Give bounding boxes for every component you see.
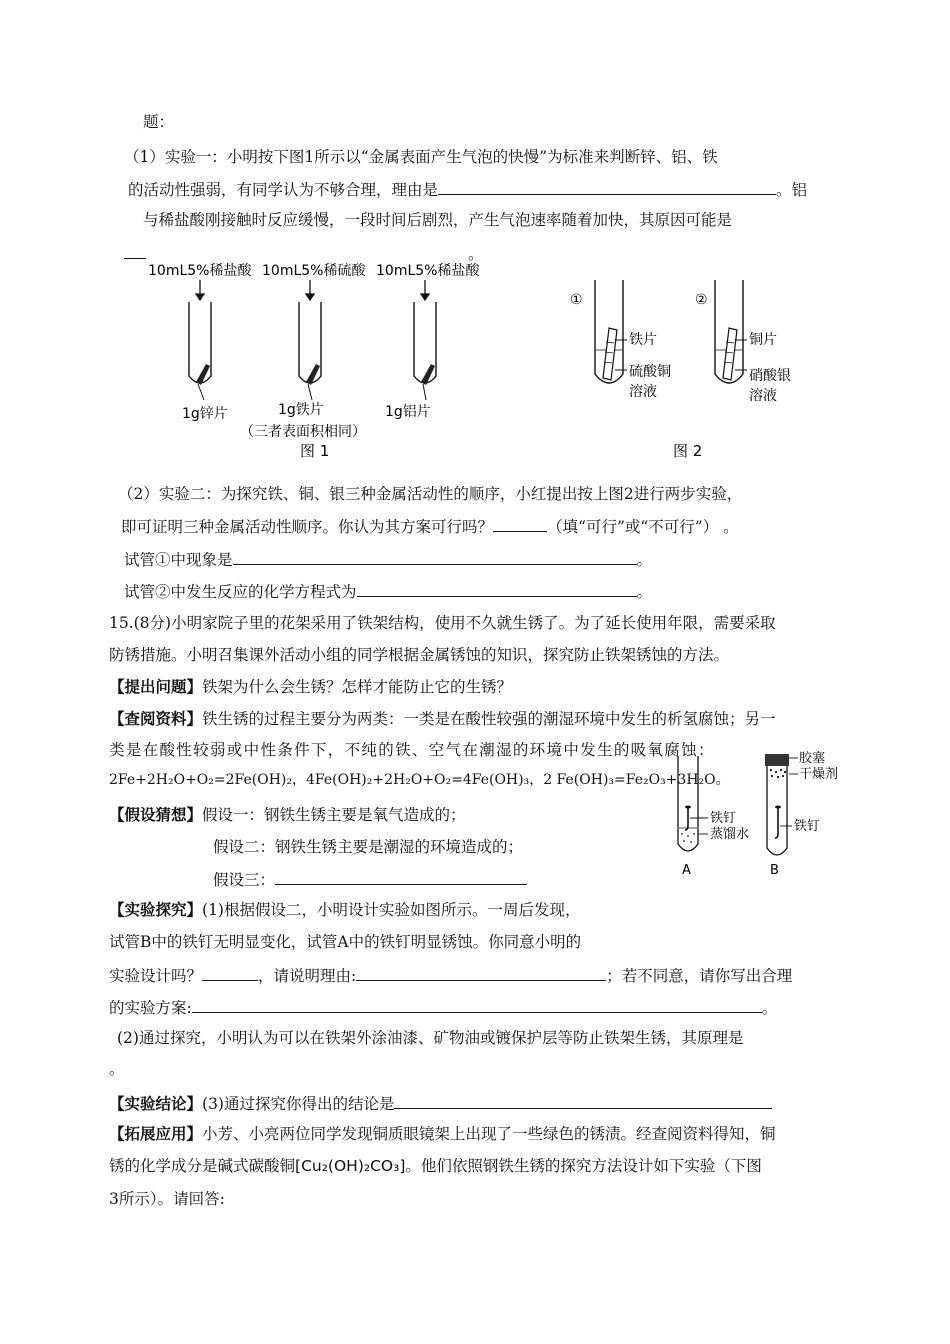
equation-line: 2Fe+2H₂O+O₂=2Fe(OH)₂，4Fe(OH)₂+2H₂O+O₂=4Fe(OH)₃，2 Fe(OH)₃=Fe₂O₃+3H₂O。	[109, 772, 730, 788]
section-tag: 【查阅资料】	[109, 709, 203, 728]
text: ；若不同意，请你写出合理	[606, 967, 793, 985]
text: 假设一：钢铁生锈主要是氧气造成的；	[202, 806, 466, 824]
text: 即可证明三种金属活动性顺序。你认为其方案可行吗？	[121, 518, 494, 536]
text: （填“可行”或“不可行”） 。	[547, 518, 739, 536]
tube2-metal-label: 铜片	[749, 332, 777, 348]
experiment-line: 试管B中的铁钉无明显变化，试管A中的铁钉明显锈蚀。你同意小明的	[109, 933, 582, 951]
tube-label-a: A	[682, 863, 691, 878]
nail-label-a: 铁钉	[710, 811, 737, 826]
tube1-solution-label: 溶液	[629, 384, 657, 400]
question-1-line	[128, 178, 807, 200]
figure-tubes-ab	[668, 748, 850, 880]
section-line	[109, 677, 512, 697]
experiment-line	[109, 996, 777, 1018]
metal-label-2: 1g铁片	[278, 402, 324, 418]
text: 。	[468, 245, 484, 263]
question-1-line: 与稀盐酸刚接触时反应缓慢，一段时间后剧烈，产生气泡速率随着加快，其原因可能是	[143, 211, 733, 229]
section-tag: 【提出问题】	[109, 677, 203, 696]
tube2-solution-label: 溶液	[749, 388, 777, 404]
answer-blank[interactable]	[202, 964, 258, 981]
section-line	[109, 900, 580, 920]
acid-label-1: 10mL5%稀盐酸	[148, 263, 252, 279]
text: 实验设计吗？	[109, 967, 203, 985]
question-2-line	[121, 515, 739, 537]
figure-note: （三者表面积相同）	[240, 424, 366, 440]
question-2-line	[124, 580, 652, 602]
figure-caption: 图 1	[300, 442, 330, 460]
answer-blank[interactable]	[192, 996, 762, 1013]
text: 的实验方案:	[109, 999, 192, 1017]
formula: [Cu₂(OH)₂CO₃]	[295, 1157, 406, 1175]
hypothesis-line	[213, 868, 527, 890]
nail-label-b: 铁钉	[794, 819, 821, 834]
answer-blank[interactable]	[493, 515, 547, 532]
section-line: 类 是 在 酸 性 较 弱 或 中 性 条 件 下 ， 不 纯 的 铁 、 空 气 在 潮 湿 的 环 境 中 发 生 的 吸 氧 腐 蚀 ：	[109, 741, 712, 759]
experiment-line: 。	[109, 1060, 125, 1078]
text: 试管②中发生反应的化学方程式为	[124, 583, 357, 601]
question-2-line	[124, 548, 652, 570]
stopper-label: 胶塞	[799, 751, 826, 766]
answer-blank[interactable]	[438, 178, 776, 195]
experiment-line: (2)通过探究，小明认为可以在铁架外涂油漆、矿物油或镀保护层等防止铁架生锈，其原理是	[117, 1029, 744, 1047]
section-line	[109, 709, 776, 729]
answer-blank[interactable]	[394, 1092, 772, 1109]
figure-caption: 图 2	[673, 442, 703, 460]
answer-blank[interactable]	[357, 580, 637, 597]
section-line	[109, 1124, 776, 1144]
section-line: 3所示）。请回答:	[109, 1190, 225, 1208]
hypothesis-line: 假设二：钢铁生锈主要是潮湿的环境造成的；	[213, 838, 524, 856]
metal-label-3: 1g铝片	[385, 404, 431, 420]
figure-1	[140, 258, 480, 463]
acid-label-3: 10mL5%稀盐酸	[376, 263, 480, 279]
text: 锈的化学成分是碱式碳酸铜	[109, 1157, 296, 1175]
text: 。	[761, 999, 778, 1017]
text: 的活动性强弱，有同学认为不够合理，理由是	[128, 181, 439, 199]
answer-blank[interactable]	[356, 964, 606, 981]
water-label: 蒸馏水	[710, 827, 750, 842]
text: (1)根据假设二，小明设计实验如图所示。一周后发现，	[202, 901, 581, 919]
experiment-line	[109, 964, 792, 986]
text-line: 题：	[143, 113, 175, 131]
section-line	[109, 1156, 762, 1176]
answer-blank[interactable]	[233, 548, 637, 565]
section-tag: 【拓展应用】	[109, 1124, 203, 1143]
text: 试管①中现象是	[124, 551, 233, 569]
text: 。他们依照钢铁生锈的探究方法设计如下实验（下图	[405, 1157, 762, 1175]
answer-blank[interactable]	[275, 868, 527, 885]
section-tag: 【实验探究】	[109, 900, 203, 919]
tube1-solution-label: 硫酸铜	[629, 364, 671, 380]
section-tag: 【实验结论】	[109, 1094, 203, 1113]
text: ，请说明理由:	[258, 967, 357, 985]
tube2-solution-label: 硝酸银	[749, 368, 791, 384]
figure-2	[565, 262, 805, 462]
text: 。	[636, 551, 653, 569]
text: 。铝	[776, 181, 808, 199]
text: 小芳、小亮两位同学发现铜质眼镜架上出现了一些绿色的锈渍。经查阅资料得知，铜	[202, 1125, 776, 1143]
text: 铁生锈的过程主要分为两类：一类是在酸性较强的潮湿环境中发生的析氢腐蚀；另一	[202, 710, 776, 728]
section-tag: 【假设猜想】	[109, 805, 203, 824]
text: 铁架为什么会生锈？怎样才能防止它的生锈？	[202, 678, 513, 696]
acid-label-2: 10mL5%稀硫酸	[262, 263, 366, 279]
text: 。	[636, 583, 653, 601]
tube1-metal-label: 铁片	[629, 332, 657, 348]
text: 假设三：	[213, 871, 276, 889]
section-line	[109, 805, 466, 825]
question-2-line: （2）实验二：为探究铁、铜、银三种金属活动性的顺序，小红提出按上图2进行两步实验，	[118, 485, 743, 503]
text: (3)通过探究你得出的结论是	[202, 1095, 395, 1113]
question-15-line: 15.(8分)小明家院子里的花架采用了铁架结构，使用不久就生锈了。为了延长使用年限，需要采取	[109, 614, 776, 632]
section-line	[109, 1092, 772, 1114]
desiccant-label: 干燥剂	[799, 767, 839, 782]
question-1-line: （1）实验一：小明按下图1所示以“金属表面产生气泡的快慢”为标准来判断锌、铝、铁	[124, 148, 718, 166]
tube-label-b: B	[770, 863, 779, 878]
tube-number-2: ②	[695, 292, 708, 308]
question-15-line: 防锈措施。小明召集课外活动小组的同学根据金属锈蚀的知识，探究防止铁架锈蚀的方法。	[109, 646, 730, 664]
tube-number-1: ①	[570, 292, 583, 308]
metal-label-1: 1g锌片	[182, 406, 228, 422]
